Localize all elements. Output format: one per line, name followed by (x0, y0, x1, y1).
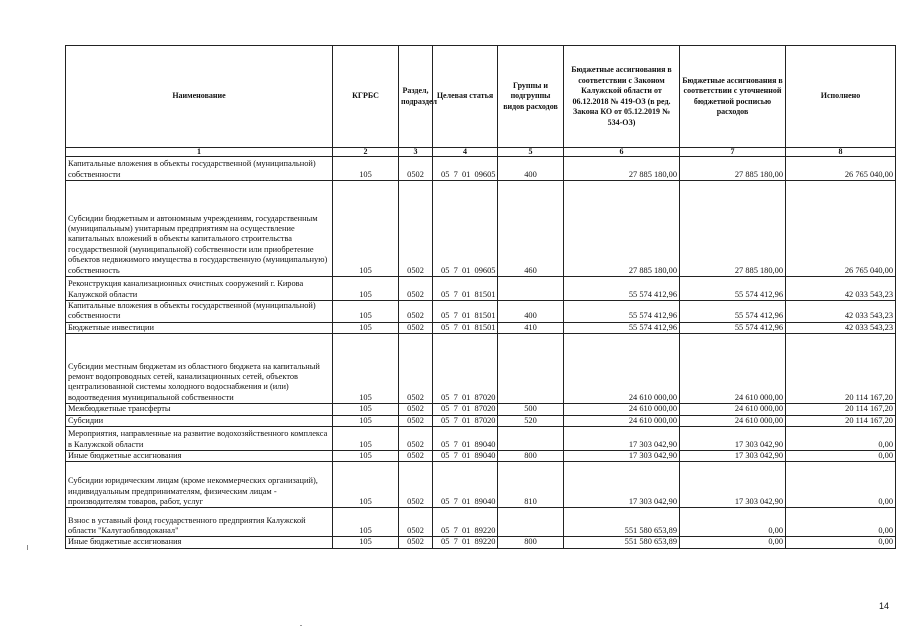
table-row (66, 427, 896, 451)
budget-table (65, 45, 896, 549)
row-target: 05 7 01 89040 (433, 451, 498, 462)
row-section: 0502 (399, 301, 433, 323)
row-law-amount: 24 610 000,00 (564, 404, 680, 415)
row-law-amount: 55 574 412,96 (564, 277, 680, 301)
row-refined-amount: 17 303 042,90 (680, 462, 786, 508)
row-name: Иные бюджетные ассигнования (66, 537, 333, 548)
column-number: 7 (680, 148, 786, 157)
row-name: Субсидии бюджетным и автономным учреждениям, государственным (муниципальным) унитарным предприятиям на осуществление капитальных вложений в объекты капитального строительства государственной (муниципальной) собственности или приобретение объектов недвижимого имущества в государственную (муниципальную) собственность (66, 181, 333, 277)
row-section: 0502 (399, 415, 433, 426)
scan-artifact (300, 625, 302, 626)
row-kgrbs: 105 (333, 322, 399, 333)
row-section: 0502 (399, 181, 433, 277)
row-name: Капитальные вложения в объекты государственной (муниципальной) собственности (66, 157, 333, 181)
column-number-row (66, 148, 896, 157)
table-row (66, 462, 896, 508)
row-name: Капитальные вложения в объекты государственной (муниципальной) собственности (66, 301, 333, 323)
row-group (498, 508, 564, 537)
row-kgrbs: 105 (333, 427, 399, 451)
row-executed-amount: 26 765 040,00 (786, 181, 896, 277)
row-executed-amount: 0,00 (786, 462, 896, 508)
row-law-amount: 55 574 412,96 (564, 322, 680, 333)
row-section: 0502 (399, 404, 433, 415)
row-law-amount: 55 574 412,96 (564, 301, 680, 323)
row-name: Мероприятия, направленные на развитие водохозяйственного комплекса в Калужской области (66, 427, 333, 451)
row-refined-amount: 17 303 042,90 (680, 427, 786, 451)
row-section: 0502 (399, 277, 433, 301)
row-group (498, 334, 564, 404)
row-refined-amount: 55 574 412,96 (680, 277, 786, 301)
row-section: 0502 (399, 508, 433, 537)
header-executed: Исполнено (786, 46, 896, 148)
row-target: 05 7 01 87020 (433, 334, 498, 404)
row-target: 05 7 01 89040 (433, 427, 498, 451)
header-target: Целевая статья (433, 46, 498, 148)
row-refined-amount: 27 885 180,00 (680, 157, 786, 181)
column-number: 8 (786, 148, 896, 157)
row-law-amount: 17 303 042,90 (564, 462, 680, 508)
row-executed-amount: 42 033 543,23 (786, 301, 896, 323)
row-section: 0502 (399, 322, 433, 333)
row-group (498, 277, 564, 301)
column-number: 2 (333, 148, 399, 157)
row-group: 800 (498, 537, 564, 548)
header-row (66, 46, 896, 148)
column-number: 1 (66, 148, 333, 157)
row-target: 05 7 01 81501 (433, 277, 498, 301)
row-executed-amount: 42 033 543,23 (786, 277, 896, 301)
row-kgrbs: 105 (333, 508, 399, 537)
row-executed-amount: 20 114 167,20 (786, 415, 896, 426)
row-group: 400 (498, 157, 564, 181)
row-kgrbs: 105 (333, 462, 399, 508)
row-section: 0502 (399, 451, 433, 462)
row-target: 05 7 01 87020 (433, 404, 498, 415)
row-refined-amount: 24 610 000,00 (680, 334, 786, 404)
row-law-amount: 27 885 180,00 (564, 157, 680, 181)
row-refined-amount: 0,00 (680, 537, 786, 548)
row-refined-amount: 55 574 412,96 (680, 301, 786, 323)
row-name: Межбюджетные трансферты (66, 404, 333, 415)
row-name: Бюджетные инвестиции (66, 322, 333, 333)
row-law-amount: 551 580 653,89 (564, 508, 680, 537)
row-name: Иные бюджетные ассигнования (66, 451, 333, 462)
row-law-amount: 551 580 653,89 (564, 537, 680, 548)
column-number: 5 (498, 148, 564, 157)
table-row (66, 334, 896, 404)
row-law-amount: 17 303 042,90 (564, 451, 680, 462)
table-row (66, 322, 896, 333)
row-target: 05 7 01 89040 (433, 462, 498, 508)
row-target: 05 7 01 09605 (433, 157, 498, 181)
column-number: 6 (564, 148, 680, 157)
table-row (66, 301, 896, 323)
row-law-amount: 24 610 000,00 (564, 334, 680, 404)
row-name: Субсидии юридическим лицам (кроме некоммерческих организаций), индивидуальным предпринимателям, физическим лицам - производителям товаров, работ, услуг (66, 462, 333, 508)
row-refined-amount: 55 574 412,96 (680, 322, 786, 333)
table-row (66, 537, 896, 548)
row-name: Субсидии местным бюджетам из областного бюджета на капитальный ремонт водопроводных сетей, канализационных сетей, объектов централизованной системы холодного водоснабжения и (или) водоотведения муниципальной собственности (66, 334, 333, 404)
row-section: 0502 (399, 462, 433, 508)
header-section: Раздел, подраздел (399, 46, 433, 148)
row-group: 810 (498, 462, 564, 508)
table-row (66, 415, 896, 426)
row-name: Субсидии (66, 415, 333, 426)
row-kgrbs: 105 (333, 301, 399, 323)
row-group: 800 (498, 451, 564, 462)
row-refined-amount: 24 610 000,00 (680, 415, 786, 426)
row-kgrbs: 105 (333, 537, 399, 548)
row-name: Реконструкция канализационных очистных сооружений г. Кирова Калужской области (66, 277, 333, 301)
row-refined-amount: 0,00 (680, 508, 786, 537)
row-executed-amount: 0,00 (786, 508, 896, 537)
row-target: 05 7 01 81501 (433, 322, 498, 333)
row-kgrbs: 105 (333, 277, 399, 301)
header-name: Наименование (66, 46, 333, 148)
table-row (66, 451, 896, 462)
row-kgrbs: 105 (333, 451, 399, 462)
page-number: 14 (878, 601, 889, 611)
header-refined: Бюджетные ассигнования в соответствии с уточненной бюджетной росписью расходов (680, 46, 786, 148)
header-group: Группы и подгруппы видов расходов (498, 46, 564, 148)
row-group: 520 (498, 415, 564, 426)
header-kgrbs: КГРБС (333, 46, 399, 148)
table-row (66, 181, 896, 277)
row-name: Взнос в уставный фонд государственного предприятия Калужской области "Калугаоблводоканал" (66, 508, 333, 537)
row-executed-amount: 0,00 (786, 451, 896, 462)
table-row (66, 404, 896, 415)
row-executed-amount: 26 765 040,00 (786, 157, 896, 181)
row-section: 0502 (399, 157, 433, 181)
row-kgrbs: 105 (333, 404, 399, 415)
row-kgrbs: 105 (333, 181, 399, 277)
row-group: 410 (498, 322, 564, 333)
table-row (66, 508, 896, 537)
header-law: Бюджетные ассигнования в соответствии с Законом Калужской области от 06.12.2018 № 419-ОЗ (в ред. Закона КО от 05.12.2019 № 534-ОЗ) (564, 46, 680, 148)
column-number: 4 (433, 148, 498, 157)
row-refined-amount: 24 610 000,00 (680, 404, 786, 415)
column-number: 3 (399, 148, 433, 157)
row-law-amount: 27 885 180,00 (564, 181, 680, 277)
row-kgrbs: 105 (333, 415, 399, 426)
row-law-amount: 24 610 000,00 (564, 415, 680, 426)
row-executed-amount: 20 114 167,20 (786, 334, 896, 404)
row-section: 0502 (399, 334, 433, 404)
table-body (66, 157, 896, 549)
row-executed-amount: 20 114 167,20 (786, 404, 896, 415)
row-group: 400 (498, 301, 564, 323)
table-row (66, 277, 896, 301)
row-section: 0502 (399, 427, 433, 451)
row-group: 460 (498, 181, 564, 277)
row-target: 05 7 01 87020 (433, 415, 498, 426)
row-target: 05 7 01 89220 (433, 537, 498, 548)
row-target: 05 7 01 89220 (433, 508, 498, 537)
row-kgrbs: 105 (333, 334, 399, 404)
row-executed-amount: 42 033 543,23 (786, 322, 896, 333)
row-law-amount: 17 303 042,90 (564, 427, 680, 451)
row-kgrbs: 105 (333, 157, 399, 181)
row-executed-amount: 0,00 (786, 537, 896, 548)
row-target: 05 7 01 09605 (433, 181, 498, 277)
row-target: 05 7 01 81501 (433, 301, 498, 323)
scan-artifact (27, 545, 28, 550)
row-executed-amount: 0,00 (786, 427, 896, 451)
row-section: 0502 (399, 537, 433, 548)
table-row (66, 157, 896, 181)
row-group: 500 (498, 404, 564, 415)
row-refined-amount: 27 885 180,00 (680, 181, 786, 277)
row-refined-amount: 17 303 042,90 (680, 451, 786, 462)
row-group (498, 427, 564, 451)
